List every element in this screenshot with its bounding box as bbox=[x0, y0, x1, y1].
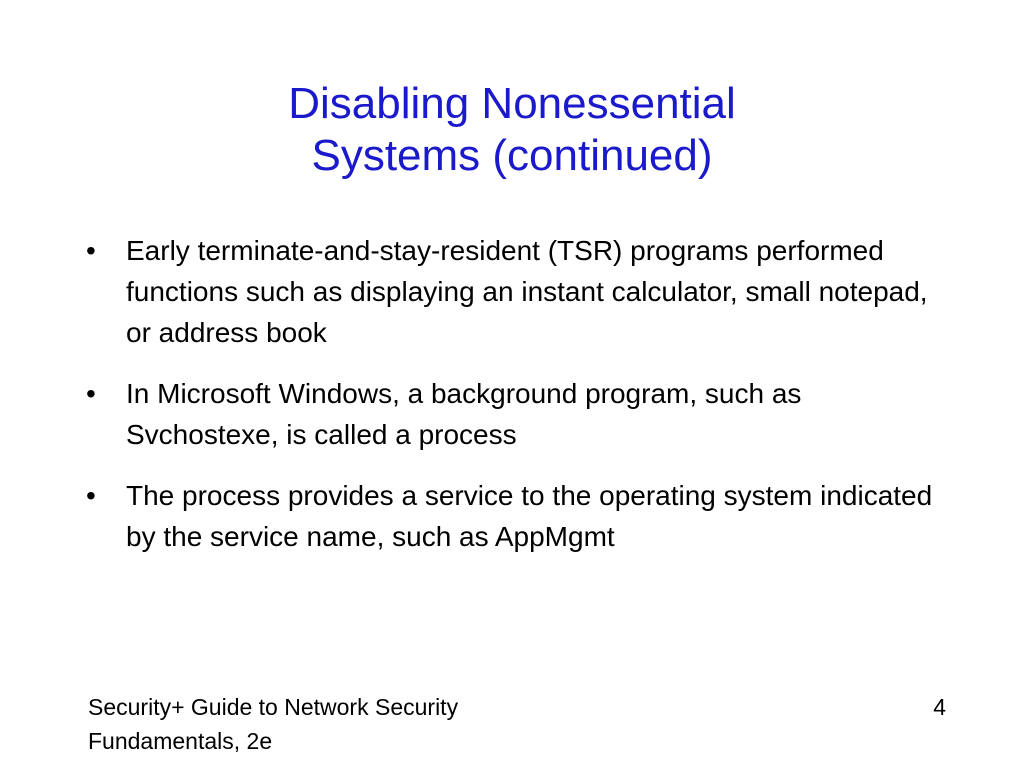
bullet-icon: • bbox=[86, 235, 96, 266]
slide-title-line-2: Systems (continued) bbox=[311, 131, 713, 180]
slide-title-line-1: Disabling Nonessential bbox=[288, 79, 736, 128]
footer-source bbox=[88, 690, 458, 758]
list-item bbox=[86, 475, 946, 557]
footer-source-line-1: Security+ Guide to Network Security bbox=[88, 694, 459, 720]
page-number: 4 bbox=[933, 694, 946, 720]
bullet-text: Early terminate-and-stay-resident (TSR) programs performed functions such as displaying an instant calculator, small notepad, or address book bbox=[126, 235, 928, 348]
bullet-text: In Microsoft Windows, a background program, such as Svchostexe, is called a process bbox=[126, 378, 802, 450]
footer-source-line-2: Fundamentals, 2e bbox=[88, 728, 273, 754]
list-item bbox=[86, 230, 946, 353]
list-item bbox=[86, 373, 946, 455]
bullet-text: The process provides a service to the operating system indicated by the service name, such as AppMgmt bbox=[126, 480, 933, 552]
bullet-icon: • bbox=[86, 378, 96, 409]
bullet-icon: • bbox=[86, 480, 96, 511]
slide-title bbox=[0, 78, 1024, 182]
bullet-list bbox=[86, 230, 946, 577]
